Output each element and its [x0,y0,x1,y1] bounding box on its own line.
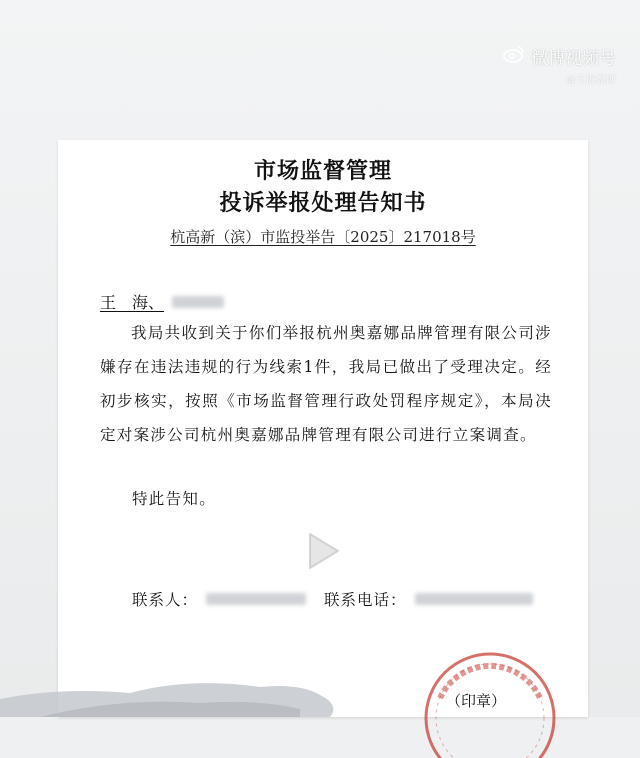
closing-line: 特此告知。 [132,490,217,508]
notice-document [58,140,588,717]
document-title-line1: 市场监督管理 [253,158,392,184]
contact-phone-label: 联系电话： [324,591,407,609]
document-number-text: 杭高新（滨）市监投举告〔2025〕217018号 [170,228,476,246]
notice-paragraph: 我局共收到关于你们举报杭州奥嘉娜品牌管理有限公司涉嫌存在违法违规的行为线索1件，我局已做出了受理决定。经初步核实，按照《市场监督管理行政处罚程序规定》，本局决定对案涉公司杭州奥嘉娜品牌管理有限公司进行立案调查。 [100,324,552,444]
recipient-name: 王 海、 [100,293,165,312]
seal-label: （印章） [446,692,507,710]
document-title-line2: 投诉举报处理告知书 [219,190,427,216]
play-icon[interactable] [296,526,346,576]
watermark-account: @王海微博 [566,75,616,86]
ink-brush-decoration [0,647,640,717]
redacted-contact-person [206,593,306,605]
notice-body [100,316,552,452]
weibo-logo-icon [503,45,525,68]
recipient-line [100,290,224,313]
watermark-brand: 微博视频号 [531,49,616,69]
redacted-recipient [172,296,224,308]
contact-person-label: 联系人： [132,591,199,609]
redacted-contact-phone [415,593,533,605]
document-number [58,226,588,247]
weibo-video-watermark [503,44,616,86]
contact-info [132,588,533,610]
